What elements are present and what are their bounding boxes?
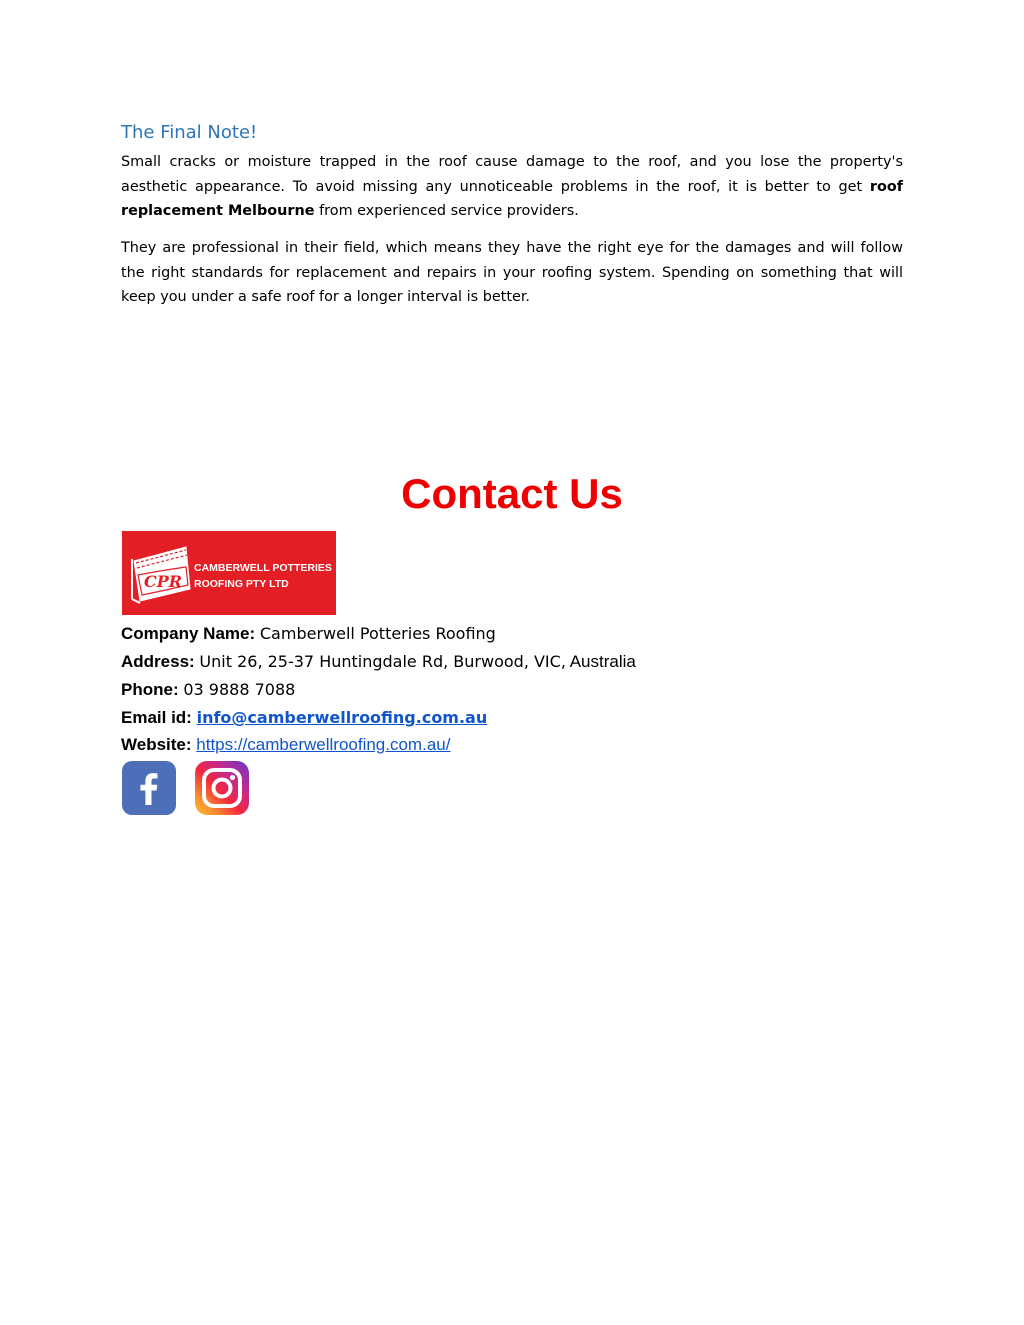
paragraph-final-note [121, 150, 903, 224]
phone-value: 03 9888 7088 [183, 680, 296, 699]
instagram-icon[interactable] [195, 761, 249, 815]
address-country: Australia [569, 652, 636, 671]
facebook-icon[interactable] [122, 761, 176, 815]
contact-title: Contact Us [401, 470, 623, 517]
roof-tile-logo-icon [128, 541, 194, 605]
facebook-glyph-icon [122, 761, 176, 815]
paragraph-text: Small cracks or moisture trapped in the roof cause damage to the roof, and you lose the property's aesthetic appearance. To avoid missing any unnoticeable problems in the roof, it is better to get [121, 154, 903, 195]
section-heading: The Final Note! [121, 122, 258, 143]
email-row [121, 708, 487, 728]
phone-label: Phone: [121, 680, 179, 699]
logo-text [194, 560, 332, 592]
website-label: Website: [121, 735, 192, 754]
logo-line-2: ROOFING PTY LTD [194, 578, 289, 590]
paragraph-professionals: They are professional in their field, which means they have the right eye for the damages and will follow the right standards for replacement and repairs in your roofing system. Spending on something that will keep you under a safe roof for a longer interval is better. [121, 240, 903, 305]
email-label: Email id: [121, 708, 192, 727]
address-row [121, 652, 636, 672]
company-name-value: Camberwell Potteries Roofing [259, 624, 496, 643]
email-link[interactable]: info@camberwellroofing.com.au [196, 708, 488, 727]
instagram-glyph-icon [195, 761, 249, 815]
logo-mark-text: CPR [144, 572, 183, 591]
phone-row [121, 680, 295, 700]
company-logo [122, 531, 336, 615]
logo-line-1: CAMBERWELL POTTERIES [194, 562, 332, 574]
website-row [121, 735, 450, 755]
company-name-label: Company Name: [121, 624, 256, 643]
address-value: Unit 26, 25-37 Huntingdale Rd, Burwood, VIC, [199, 652, 566, 671]
bold-keyword: roof replacement Melbourne [121, 178, 903, 219]
paragraph-text-end: from experienced service providers. [314, 203, 579, 219]
website-link[interactable]: https://camberwellroofing.com.au/ [196, 735, 451, 754]
company-name-row [121, 624, 496, 644]
address-label: Address: [121, 652, 195, 671]
